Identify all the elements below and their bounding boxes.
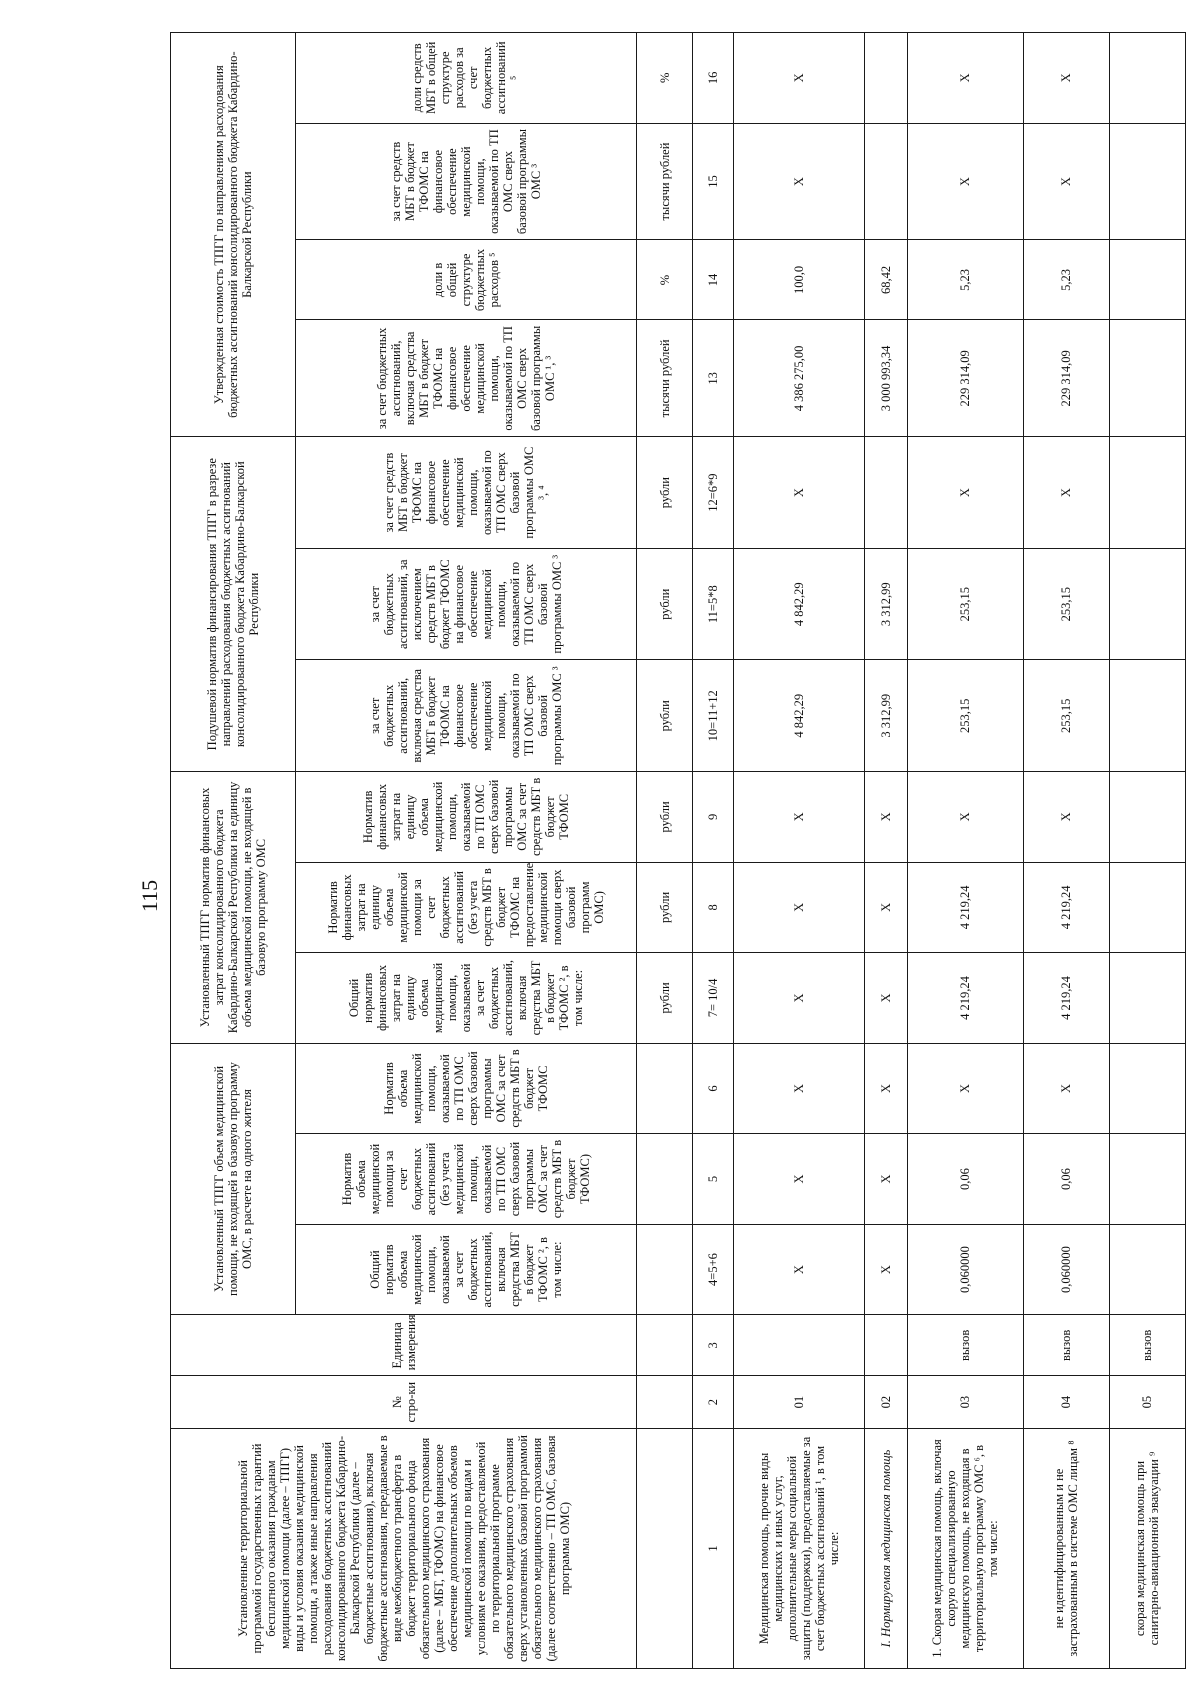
table-cell: 03: [907, 1376, 1024, 1429]
table-cell: Х: [864, 1134, 907, 1225]
table-cell: [1109, 320, 1185, 437]
column-number: 13: [693, 320, 733, 437]
unit-cell: тысячи рублей: [637, 123, 693, 240]
table-cell: 3 312,99: [864, 660, 907, 772]
table-cell: Х: [1024, 772, 1110, 863]
column-number: 3: [693, 1315, 733, 1376]
column-number: 9: [693, 772, 733, 863]
column-number: 1: [693, 1428, 733, 1668]
unit-cell: [637, 1376, 693, 1429]
table-cell: [1109, 123, 1185, 240]
table-cell: 253,15: [907, 548, 1024, 660]
table-cell: Х: [1024, 33, 1110, 124]
table-cell: 05: [1109, 1376, 1185, 1429]
table-cell: Х: [733, 772, 864, 863]
table-cell: 0,06: [907, 1134, 1024, 1225]
units-row: [637, 33, 693, 1669]
table-cell: [1109, 437, 1185, 549]
document-sheet: [170, 32, 1186, 1669]
header-sub-4: Общий норматив объема медицинской помощи, оказываемой за счет бюджетных ассигнований, включая средства МБТ в бюджет ТФОМС ², в том числе:: [295, 1224, 637, 1315]
column-number: 12=6*9: [693, 437, 733, 549]
unit-cell: [637, 1043, 693, 1134]
table-cell: 02: [864, 1376, 907, 1429]
rotated-table-wrapper: [170, 32, 1186, 1669]
column-number: 7= 10/4: [693, 953, 733, 1044]
table-cell: 100,0: [733, 240, 864, 320]
unit-cell: рубли: [637, 772, 693, 863]
column-number: 2: [693, 1376, 733, 1429]
header-group-approved-cost: Утвержденная стоимость ТПГГ по направлениям расходования бюджетных ассигнований консолидированного бюджета Кабардино-Балкарской Республики: [171, 33, 296, 437]
table-cell: Х: [733, 953, 864, 1044]
column-number: 14: [693, 240, 733, 320]
row-name: 1. Скорая медицинская помощь, включая скорую специализированную медицинскую помощь, не входящая в территориальную программу ОМС ⁶, в том числе:: [907, 1428, 1024, 1668]
table-cell: 4 842,29: [733, 660, 864, 772]
table-cell: 68,42: [864, 240, 907, 320]
table-cell: [1109, 240, 1185, 320]
header-sub-9: Норматив финансовых затрат на единицу объема медицинской помощи, оказываемой по ТП ОМС сверх базовой программы ОМС за счет средств МБТ в бюджет ТФОМС: [295, 772, 637, 863]
header-sub-7: Общий норматив финансовых затрат на единицу объема медицинской помощи, оказываемой за счет бюджетных ассигнований, включая средства МБТ в бюджет ТФОМС ², в том числе:: [295, 953, 637, 1044]
column-number: 5: [693, 1134, 733, 1225]
table-cell: [1109, 953, 1185, 1044]
table-cell: [864, 437, 907, 549]
header-sub-6: Норматив объема медицинской помощи, оказываемой по ТП ОМС сверх базовой программы ОМС за счет средств МБТ в бюджет ТФОМС: [295, 1043, 637, 1134]
row-name: не идентифицированным и не застрахованным в системе ОМС лицам ⁸: [1024, 1428, 1110, 1668]
table-cell: 229 314,09: [907, 320, 1024, 437]
table-cell: Х: [733, 123, 864, 240]
unit-cell: %: [637, 240, 693, 320]
unit-cell: рубли: [637, 660, 693, 772]
column-number: 11=5*8: [693, 548, 733, 660]
table-cell: 0,060000: [907, 1224, 1024, 1315]
table-cell: 4 219,24: [907, 862, 1024, 953]
table-cell: Х: [1024, 1043, 1110, 1134]
unit-cell: тысячи рублей: [637, 320, 693, 437]
table-cell: Х: [907, 33, 1024, 124]
unit-cell: рубли: [637, 548, 693, 660]
table-cell: вызов: [1024, 1315, 1110, 1376]
table-cell: 253,15: [1024, 660, 1110, 772]
table-cell: Х: [1024, 123, 1110, 240]
unit-cell: [637, 1315, 693, 1376]
table-cell: 253,15: [1024, 548, 1110, 660]
table-cell: Х: [733, 862, 864, 953]
table-cell: 5,23: [1024, 240, 1110, 320]
table-row: [907, 33, 1024, 1669]
header-sub-13: за счет бюджетных ассигнований, включая средства МБТ в бюджет ТФОМС на финансовое обеспечение медицинской помощи, оказываемой по ТП ОМС сверх базовой программы ОМС ¹, ³: [295, 320, 637, 437]
header-sub-8: Норматив финансовых затрат на единицу объема медицинской помощи за счет бюджетных ассигнований (без учета средств МБТ в бюджет ТФОМС на предоставление медицинской помощи сверх базовой программ ОМС): [295, 862, 637, 953]
row-name: скорая медицинская помощь при санитарно-авиационной эвакуации ⁹: [1109, 1428, 1185, 1668]
table-cell: Х: [907, 772, 1024, 863]
table-cell: 0,060000: [1024, 1224, 1110, 1315]
unit-cell: рубли: [637, 953, 693, 1044]
header-sub-15: за счет средств МБТ в бюджет ТФОМС на финансовое обеспечение медицинской помощи, оказываемой по ТП ОМС сверх базовой программы ОМС ³: [295, 123, 637, 240]
row-name: I. Нормируемая медицинская помощь: [864, 1428, 907, 1668]
row-name: Медицинская помощь, прочие виды медицинских и иных услуг, дополнительные меры социальной защиты (поддержки), предоставляемые за счет бюджетных ассигнований ¹, в том числе:: [733, 1428, 864, 1668]
table-cell: [864, 33, 907, 124]
table-cell: [1109, 660, 1185, 772]
table-cell: вызов: [907, 1315, 1024, 1376]
table-cell: 0,06: [1024, 1134, 1110, 1225]
header-col-1: Установленные территориальной программой государственных гарантий бесплатного оказания гражданам медицинской помощи (далее – ТПГГ) виды и условия оказания медицинской помощи, а также иные направления расходования бюджетных ассигнований консолидированного бюджета Кабардино-Балкарской Республики (далее – бюджетные ассигнования), включая бюджетные ассигнования, передаваемые в виде межбюджетного трансферта в бюджет территориального фонда обязательного медицинского страхования (далее – МБТ, ТФОМС) на финансовое обеспечение дополнительных объемов медицинской помощи по видам и условиям ее оказания, предоставляемой по территориальной программе обязательного медицинского страхования сверх установленных базовой программой обязательного медицинского страхования (далее соответственно – ТП ОМС, базовая программа ОМС): [171, 1428, 637, 1668]
page-number: 115: [137, 879, 162, 913]
header-group-cost-norm: Установленный ТПГГ норматив финансовых затрат консолидированного бюджета Кабардино-Балкарской Республики на единицу объема медицинской помощи, не входящей в базовую программу ОМС: [171, 772, 296, 1044]
table-cell: [1109, 772, 1185, 863]
table-cell: 3 312,99: [864, 548, 907, 660]
table-cell: Х: [907, 437, 1024, 549]
table-cell: 04: [1024, 1376, 1110, 1429]
table-row: [864, 33, 907, 1669]
table-cell: [1109, 1224, 1185, 1315]
header-sub-16: доли средств МБТ в общей структуре расходов за счет бюджетных ассигнований ⁵: [295, 33, 637, 124]
header-sub-12: за счет средств МБТ в бюджет ТФОМС на финансовое обеспечение медицинской помощи, оказываемой по ТП ОМС сверх базовой программы ОМС ³, ⁴: [295, 437, 637, 549]
header-group-per-capita: Подушевой норматив финансирования ТПГГ в разрезе направлений расходования бюджетных ассигнований консолидированного бюджета Кабардино-Балкарской Республики: [171, 437, 296, 772]
table-cell: 4 219,24: [1024, 862, 1110, 953]
table-cell: Х: [733, 1224, 864, 1315]
header-row-groups: [171, 33, 296, 1669]
table-cell: Х: [733, 33, 864, 124]
header-col-2: № стро-ки: [171, 1376, 637, 1429]
table-cell: Х: [907, 1043, 1024, 1134]
table-cell: [1109, 1043, 1185, 1134]
unit-cell: рубли: [637, 862, 693, 953]
table-cell: Х: [907, 123, 1024, 240]
table-cell: [1109, 548, 1185, 660]
financing-table: [170, 32, 1186, 1669]
table-cell: [1109, 1134, 1185, 1225]
header-group-volume: Установленный ТПГГ объем медицинской помощи, не входящей в базовую программу ОМС, в расчете на одного жителя: [171, 1043, 296, 1315]
unit-cell: [637, 1224, 693, 1315]
table-row: [733, 33, 864, 1669]
table-cell: 4 219,24: [1024, 953, 1110, 1044]
column-number: 10=11+12: [693, 660, 733, 772]
table-cell: Х: [733, 1134, 864, 1225]
unit-cell: [637, 1134, 693, 1225]
column-numbers-row: [693, 33, 733, 1669]
table-cell: [733, 1315, 864, 1376]
header-col-3: Единица измерения: [171, 1315, 637, 1376]
table-cell: 4 842,29: [733, 548, 864, 660]
table-row: [1109, 33, 1185, 1669]
column-number: 15: [693, 123, 733, 240]
table-cell: 4 386 275,00: [733, 320, 864, 437]
table-cell: Х: [864, 953, 907, 1044]
unit-cell: рубли: [637, 437, 693, 549]
unit-cell: [637, 1428, 693, 1668]
table-cell: Х: [733, 1043, 864, 1134]
table-cell: 5,23: [907, 240, 1024, 320]
table-cell: 4 219,24: [907, 953, 1024, 1044]
header-sub-10: за счет бюджетных ассигнований, включая средства МБТ в бюджет ТФОМС на финансовое обеспечение медицинской помощи, оказываемой по ТП ОМС сверх базовой программы ОМС ³: [295, 660, 637, 772]
table-cell: [1109, 862, 1185, 953]
header-sub-14: доли в общей структуре бюджетных расходов ⁵: [295, 240, 637, 320]
table-cell: Х: [733, 437, 864, 549]
column-number: 6: [693, 1043, 733, 1134]
table-cell: [864, 1315, 907, 1376]
column-number: 4=5+6: [693, 1224, 733, 1315]
table-cell: вызов: [1109, 1315, 1185, 1376]
table-cell: Х: [864, 1043, 907, 1134]
table-cell: Х: [864, 772, 907, 863]
unit-cell: %: [637, 33, 693, 124]
header-sub-11: за счет бюджетных ассигнований, за исключением средств МБТ в бюджет ТФОМС на финансовое обеспечение медицинской помощи, оказываемой по ТП ОМС сверх базовой программы ОМС ³: [295, 548, 637, 660]
column-number: 8: [693, 862, 733, 953]
table-cell: Х: [864, 1224, 907, 1315]
table-cell: 01: [733, 1376, 864, 1429]
table-cell: 253,15: [907, 660, 1024, 772]
header-sub-5: Норматив объема медицинской помощи за счет бюджетных ассигнований (без учета медицинской помощи, оказываемой по ТП ОМС сверх базовой программы ОМС за счет средств МБТ в бюджет ТФОМС): [295, 1134, 637, 1225]
table-cell: 229 314,09: [1024, 320, 1110, 437]
table-cell: [1109, 33, 1185, 124]
table-cell: [864, 123, 907, 240]
table-row: [1024, 33, 1110, 1669]
column-number: 16: [693, 33, 733, 124]
table-cell: Х: [864, 862, 907, 953]
table-cell: 3 000 993,34: [864, 320, 907, 437]
table-cell: Х: [1024, 437, 1110, 549]
